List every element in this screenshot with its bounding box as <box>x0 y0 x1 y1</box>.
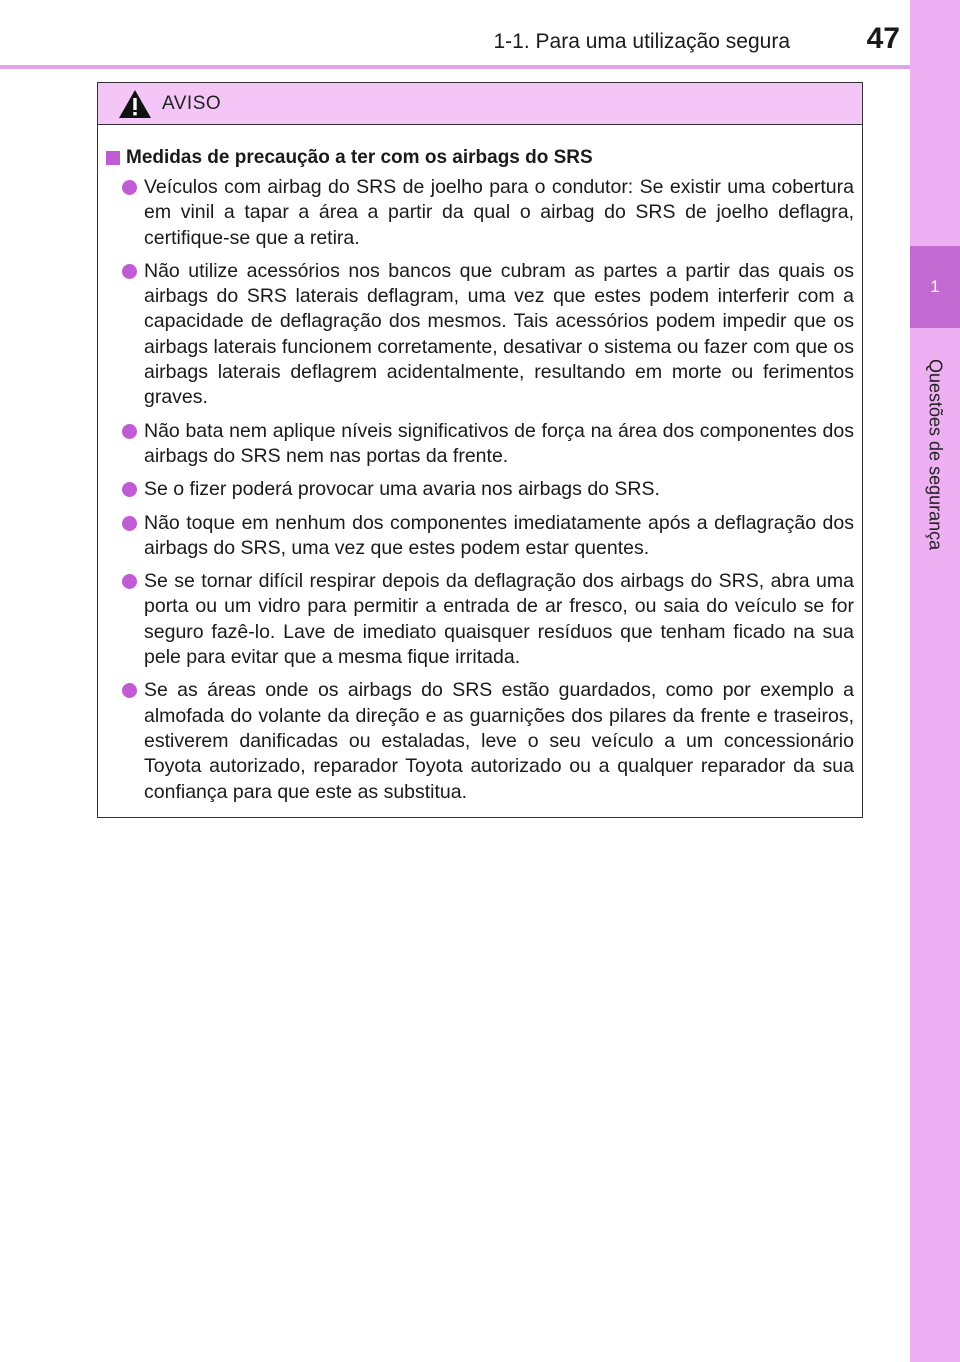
chapter-title: 1-1. Para uma utilização segura <box>493 30 790 53</box>
bullet-icon <box>122 180 137 195</box>
list-item <box>106 569 854 670</box>
list-item-text: Não bata nem aplique níveis significativos de força na área dos componentes dos airbags do SRS nem nas portas da frente. <box>144 419 854 467</box>
bullet-icon <box>122 516 137 531</box>
chapter-number: 1 <box>910 246 960 328</box>
warning-title: AVISO <box>162 92 222 114</box>
list-item-text: Não toque em nenhum dos componentes imediatamente após a deflagração dos airbags do SRS, uma vez que estes podem estar quentes. <box>144 511 854 559</box>
list-item-text: Se as áreas onde os airbags do SRS estão guardados, como por exemplo a almofada do volante da direção e as guarnições dos pilares da frente e traseiros, estiverem danificadas ou estaladas, leve o seu veículo a um concessionário Toyota autorizado, reparador Toyota autorizado ou a qualquer reparador da sua confiança para que este as substitua. <box>144 679 854 803</box>
bullet-icon <box>122 482 137 497</box>
square-bullet-icon <box>106 151 120 165</box>
warning-box <box>97 82 863 818</box>
list-item <box>106 511 854 562</box>
list-item-text: Se o fizer poderá provocar uma avaria nos airbags do SRS. <box>144 478 660 501</box>
bullet-icon <box>122 424 137 439</box>
warning-list <box>106 175 854 805</box>
warning-body <box>98 125 862 805</box>
bullet-icon <box>122 264 137 279</box>
list-item <box>106 259 854 411</box>
bullet-icon <box>122 683 137 698</box>
section-heading <box>106 145 854 171</box>
list-item <box>106 678 854 804</box>
section-heading-text: Medidas de precaução a ter com os airbags do SRS <box>126 147 593 168</box>
bullet-icon <box>122 574 137 589</box>
list-item-text: Se se tornar difícil respirar depois da deflagração dos airbags do SRS, abra uma porta ou um vidro para permitir a entrada de ar fresco, ou saia do veículo se for seguro fazê-lo. Lave de imediato quaisquer resíduos que tenham ficado na sua pele para evitar que a mesma fique irritada. <box>144 570 854 669</box>
header-divider <box>0 65 910 69</box>
chapter-label: Questões de segurança <box>925 359 946 551</box>
warning-header <box>98 83 862 125</box>
chapter-label-container <box>910 340 960 570</box>
list-item <box>106 419 854 470</box>
list-item <box>106 175 854 251</box>
list-item <box>106 477 854 502</box>
warning-triangle-icon <box>118 89 152 119</box>
list-item-text: Não utilize acessórios nos bancos que cubram as partes a partir das quais os airbags do SRS laterais deflagram, uma vez que estes podem interferir com a capacidade de deflagração dos mesmos. Tais acessórios podem impedir que os airbags laterais funcionem corretamente, desativar o sistema ou fazer com que os airbags laterais deflagrem acidentalmente, resultando em morte ou ferimentos graves. <box>144 259 854 409</box>
list-item-text: Veículos com airbag do SRS de joelho para o condutor: Se existir uma cobertura em vinil a tapar a área a partir da qual o airbag do SRS de joelho deflagra, certifique-se que a retira. <box>144 176 854 249</box>
page-number: 47 <box>866 22 900 55</box>
chapter-side-tab[interactable] <box>910 0 960 1362</box>
